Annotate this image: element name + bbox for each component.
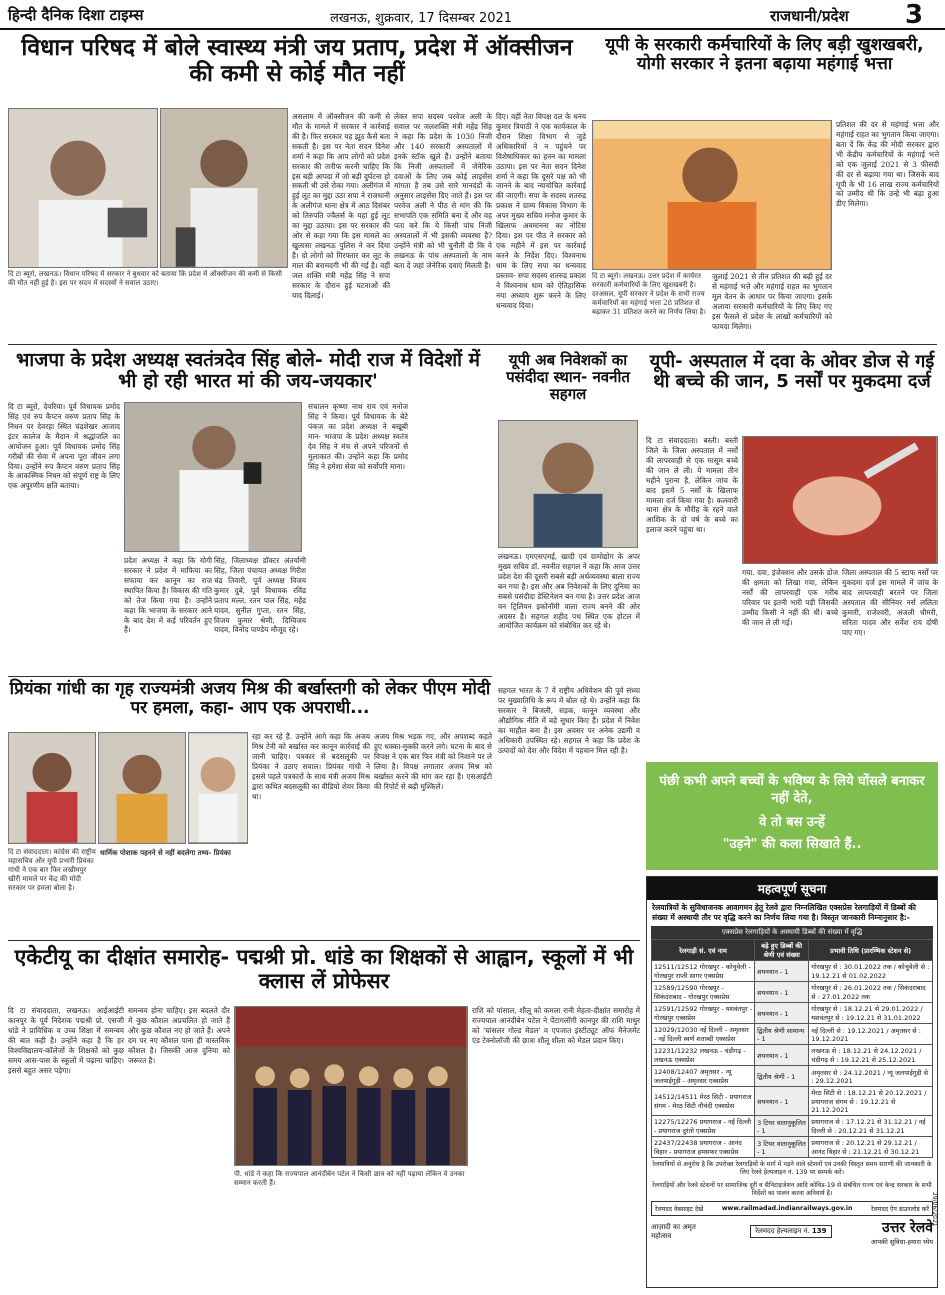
ad-code: 29/06/2021 (931, 1192, 938, 1227)
divider (8, 940, 640, 941)
table-row (652, 982, 933, 1003)
table-row (652, 1045, 933, 1066)
table-cell: 12275/12276 प्रयागराज - नई दिल्ली - प्रयागराज दुरंतो एक्सप्रेस (652, 1116, 755, 1137)
story3-col2: प्रदेश अध्यक्ष ने कहा कि योगी सरकार ने प्रदेश में माफिया का सफाया कर कानून का राज स्थापित किया है। विकास की गति को तेज किया गया है। उन्होंने कहा कि भाजपा के सरकार आने के बाद देश में कई परिवर्तन हुए हैं। (124, 556, 212, 635)
table-cell: 22437/22438 प्रयागराज - आनंद विहार - प्रयागराज हमसफर एक्सप्रेस (652, 1137, 755, 1158)
table-cell: 3 टियर वातानुकूलित - 1 (755, 1137, 809, 1158)
story5-col: दि टा संवाददाता। बस्ती। बस्ती जिले के जिला अस्पताल में नर्सों की लापरवाही से एक मासूम बच्चे की जान ले ली। ये मामला तीन महीने पुराना है, लेकिन जांच के बाद इसमें 5 नर्सों के खिलाफ मामला दर्ज किया गया है। कलवारी थाना क्षेत्र के मौरीह के रहने वाले आशिक के दो वर्ष के बच्चे का इलाज करने पहुंचा था। (646, 436, 738, 535)
notice-title: महत्वपूर्ण सूचना (647, 877, 937, 900)
dateline: लखनऊ, शुक्रवार, 17 दिसम्बर 2021 (330, 11, 513, 26)
ad-line2: वे तो बस उन्हें (759, 814, 825, 830)
table-cell: शयनयान - 1 (755, 1087, 809, 1116)
ad-line3: "उड़ने" की कला सिखाते हैं.. (722, 836, 862, 852)
story7-col2: समन्वय होना चाहिए। इस बदलते दौर में कुछ कौशल अप्रचलित हो जाते हैं और कुछ कौशल नए हो जाते हैं। अपने दम पर नए कौशल पाना ही वास्तविक कौशल है। जिसकी आज दुनिया को जरूरत है। (128, 1006, 230, 1065)
railway-brand (871, 1218, 933, 1246)
table-cell: गोरखपुर से : 26.01.2022 तक / सिकंदराबाद से : 27.01.2022 तक (809, 982, 933, 1003)
railway-notice (646, 876, 938, 1288)
table-cell: शयनयान - 1 (755, 961, 809, 982)
table-row (652, 1066, 933, 1087)
table-header: प्रभावी तिथि (प्रारम्भिक स्टेशन से) (809, 940, 933, 961)
story3-headline: भाजपा के प्रदेश अध्यक्ष स्वतंत्रदेव सिंह बोले- मोदी राज में विदेशों में भी हो रही भारत मां की जय-जयकार' (15, 349, 481, 393)
story2-col: प्रतिशत की दर से महंगाई भत्ता और महंगाई राहत का भुगतान किया जाएगा। बता दें कि केंद्र की मोदी सरकार द्वारा भी केंद्रीय कर्मचारियों के महंगाई भत्ते को एक जुलाई 2021 से 3 फीसदी की दर से बढ़ाया गया था। जिसके बाद यूपी के भी 16 लाख राज्य कर्मचारियों को उम्मीद थी कि उन्हें भी बढ़ा हुआ डीए मिलेगा। (836, 120, 939, 209)
helpline-label: रेलमदद हेल्पलाइन नं. (755, 1227, 810, 1236)
story7-caption: पी. धांडे ने कहा कि राज्यपाल आनंदीबेन पटेल ने किसी छात्र को नहीं पढ़ाया लेकिन वे उनका सम्मान करती हैं। (234, 1170, 465, 1188)
paper-name: हिन्दी दैनिक दिशा टाइम्स (8, 6, 144, 24)
story4-headline: यूपी अब निवेशकों का पसंदीदा स्थान- नवनीत सहगल (506, 351, 630, 403)
pm-modi-photo (188, 732, 248, 844)
table-row (652, 1116, 933, 1137)
table-cell: द्वितीय श्रेणी - 1 (755, 1066, 809, 1087)
table-cell: 12408/12407 अमृतसर - न्यू जलपाईगुड़ी - अमृतसर एक्सप्रेस (652, 1066, 755, 1087)
table-cell: 12589/12590 गोरखपुर - सिकंदराबाद - गोरखपुर एक्सप्रेस (652, 982, 755, 1003)
table-cell: शयनयान - 1 (755, 1045, 809, 1066)
story6-headline: प्रियंका गांधी का गृह राज्यमंत्री अजय मिश्र की बर्खास्तगी को लेकर पीएम मोदी पर हमला, कहा- आप एक अपराधी... (9, 679, 491, 719)
story1-headline: विधान परिषद में बोले स्वास्थ्य मंत्री जय प्रताप, प्रदेश में ऑक्सीजन की कमी से कोई मौत नहीं (21, 35, 573, 87)
helpline-box (750, 1225, 831, 1238)
story1-col2: लेकर सपा सदस्य परवेज अली के सवाल पर जलशक्ति मंत्री महेंद्र सिंह ने कहा कि प्रदेश के 1030 निजी और 140 सरकारी अस्पतालों में इनके स्टॉक खुले हैं। उन्होंने बताया कि निजी अस्पतालों में जेनेरिक दवाओं के लिए जब कोई लाइसेंस मांगता है तब उसे सारे मानदंडों के अनुसार लाइसेंस दिए जाते हैं। इस पर परवेज अली ने पीठ से मांग की कि सभापति एक समिति बना दें और वह पता करे कि ये किसी पांच निजी अस्पतालों में भी इसकी व्यवस्था है? उन्होंने मंत्री को भी चुनौती दी कि वे लखनऊ के पांच अस्पतालों के नाम बता दें जहां जेनेरिक दवाएं मिलती हैं। (394, 112, 492, 270)
railway-name: उत्तर रेलवे (882, 1219, 933, 1236)
story7-col3: राशि को पांसाल, शौलू को कमला रानी मेहता-दीक्षांत समारोह में राज्यपाल आनंदीबेन पटेल ने पेंटागलॉगी कानपुर की राशि माथुर को 'चांसलर गोल्ड मेडल' व एपजात इंस्टीट्यूट ऑफ मैनेजमेंट एंड टेक्नोलॉजी की छात्रा शौलू शीला को मेडल प्रदान किए। (472, 1006, 640, 1045)
app-label: रेलमदद ऐप डाउनलोड करें (871, 1205, 929, 1213)
story1-col3: दिए। वहीं नेता विपक्ष दल के धनय कुमार त्रिपाठी ने एक कार्यकाल के दौरान शिक्षा विभाग से जुड़े अधिकारियों ने न पहुंचने पर विशेषाधिकार का हनन का मामला उठाया। इस पर नेता सदन दिनेश शर्मा ने कहा कि दूसरे पक्ष को भी जानने के बाद न्यायोचित कार्रवाई की जाएगी। सपा के सदस्य शतरुद्र प्रकाश ने ग्राम्य विकास विभाग के अपर मुख्य सचिव मनोज कुमार के खिलाफ अवमानना का नोटिस दिया। इस पर पीठ ने सरकार को एक महीने में इस पर कार्रवाई करने के निर्देश दिए। विश्वनाथ धाम के लिए सपा का धन्यवाद प्रस्ताव- सपा सदस्य शतरुद्र प्रकाश ने विश्वनाथ धाम को ऐतिहासिक नया अध्याय शुरू करने के लिए धन्यवाद दिया। (496, 112, 586, 310)
story5-col2: गया. दवा, इंजेक्शन और उसके डोज की क्षमता को लिखा गया, लेकिन नर्सों की लापरवाही एक गरीब परिवार पर इतनी भारी पड़ी जिसकी उम्मीद किसी ने नहीं की थी। बच्चे की जान ले ली गई। (742, 568, 838, 627)
story3-col3: सिंह, जिलाध्यक्ष डॉक्टर अंतर्यामी सिंह, जिला पंचायत अध्यक्ष गिरीश चंद्र तिवारी, पूर्व अध्यक्ष विजय कुमार दुबे, पूर्व विधायक रविंद्र प्रताप मल्ल, रतन पाल सिंह, महेंद्र यादव, सुनील गुप्ता, रतन सिंह, विजय कुमार श्रेणी, दिग्विजय यादव, विनोद पाण्डेय मौजूद रहे। (214, 556, 306, 635)
assembly-photo (160, 108, 288, 268)
table-cell: शयनयान - 1 (755, 1003, 809, 1024)
table-cell: प्रयागराज से : 20.12.21 से 29.12.21 / आनंद विहार से : 21.12.21 से 30.12.21 (809, 1137, 933, 1158)
helpline-number: 139 (811, 1227, 827, 1236)
table-header: रेलगाड़ी सं. एवं नाम (652, 940, 755, 961)
story6-caption2: धार्मिक पोशाक पहनने से नहीं बदलेगा तथ्य- प्रियंका (100, 848, 231, 857)
divider (8, 344, 937, 345)
table-cell: द्वितीय श्रेणी सामान्य - 1 (755, 1024, 809, 1045)
story6-col1: रहा कर रहे हैं. उन्होंने आगे कहा कि अजय मिश्र टेनी को बर्खास्त कर कानून कार्रवाई की जानी चाहिए। पत्रकार से बदसलूकी पर प्रियंका ने उठाए सवाल। प्रियंका गांधी ने इससे पहले पत्रकारों के साथ मंत्री अजय मिश्र द्वारा कथित बदसलूकी का वीडियो शेयर किया था। (252, 732, 370, 801)
table-row (652, 1087, 933, 1116)
table-cell: प्रयागराज से : 17.12.21 से 31.12.21 / नई दिल्ली से : 20.12.21 से 31.12.21 (809, 1116, 933, 1137)
table-cell: अमृतसर से : 24.12.2021 / न्यू जलपाईगुड़ी से : 29.12.2021 (809, 1066, 933, 1087)
story2-col2: जुलाई 2021 से तीन प्रतिशत की बढ़ी हुई दर से महंगाई भत्ते और महंगाई राहत का भुगतान मूल वेतन के आधार पर किया जाएगा। इसके अलावा सरकारी कर्मचारियों के लिए किए गए इस फैसले से प्रदेश के लाखों कर्मचारियों को फायदा मिलेगा। (712, 272, 832, 331)
health-minister-photo (8, 108, 158, 268)
table-cell: गोरखपुर से : 30.01.2022 तक / कोचुवेली से : 19.12.21 से 01.02.2022 (809, 961, 933, 982)
story5-col3: जिला अस्पताल की 5 स्टाफ नर्सों पर मुकदमा दर्ज इस मामले में जांच के बाद लापरवाही बरतने पर जिला अस्पताल की सीनियर नर्स ललिता कुमारी, राजेश्वरी, अंजली धीमरी, सरिता यादव और सर्वेश राय दोषी पाए गए। (842, 568, 938, 637)
story3-col4: संचालन कृष्णा नाथ राय एवं मनोज सिंह ने किया। पूर्व विधायक के बेटे पंकज का प्रदेश अध्यक्ष ने बखूबी मान- भाजपा के प्रदेश अध्यक्ष स्वतंत्र देव सिंह ने मंच से अपने परिजनों से मुलाकात की। उन्होंने कहा कि प्रमोद सिंह ने हमेशा सेवा को सर्वोपरि माना। (308, 402, 408, 471)
story3-col1: दि टा ब्यूरो, देवरिया। पूर्व विधायक प्रमोद सिंह एवं रुप कैप्टन वरुण प्रताप सिंह के निधन पर देवरहा स्थित चंद्रशेखर आजाद इंटर कालेज के मैदान में श्रद्धांजलि का आयोजन हुआ। पूर्व विधायक प्रमोद सिंह गरीबों की सेवा में अपना पूरा जीवन लगा दिया। उन्होंने रुप कैप्टन वरुण प्रताप सिंह के आकस्मिक निधन को संपूर्ण राष्ट्र के लिए एक अपूरणीय क्षति बताया। (8, 402, 120, 491)
website-link[interactable]: www.railmadad.indianrailways.gov.in (721, 1204, 853, 1212)
bjp-leader-photo (124, 402, 302, 552)
story6-col2: अजय मिश्र भड़क गए, और अपशब्द कहते हुए धक्का-मुक्की करने लगे। घटना के बाद से विपक्ष ने एक बार फिर मंत्री को निशाने पर ले लिया है। विपक्ष लगातार अजय मिश्र को बर्खास्त करने की मांग कर रहा है। एसआईटी की रिपोर्ट से बढ़ी मुश्किलें। (374, 732, 492, 791)
ad-inspirational-quote (646, 762, 938, 870)
schedule-table-wrap (651, 939, 933, 1158)
notice-intro: रेलयात्रियों के सुविधाजनक आवागमन हेतु रेलवे द्वारा निम्नलिखित एक्सप्रेस रेलगाड़ियों में डिब्बों की संख्या में अस्थायी तौर पर वृद्धि करने का निर्णय लिया गया है। विस्तृत जानकारी निम्नानुसार है:- (652, 903, 916, 923)
priyanka-gandhi-photo (8, 732, 96, 844)
table-header: बढ़े हुए डिब्बों की श्रेणी एवं संख्या (755, 940, 809, 961)
notice-bottom (651, 1218, 933, 1246)
table-cell: मेरठ सिटी से : 18.12.21 से 20.12.2021 / प्रयागराज संगम से : 19.12.21 से 21.12.2021 (809, 1087, 933, 1116)
hospital-illustration (742, 436, 938, 564)
notice-footer1: रेलयात्रियों से अनुरोध है कि उपरोक्त रेलगाड़ियों के मार्ग में पड़ने वाले स्टेशनों एवं उनकी विस्तृत समय सारणी की जानकारी के लिए रेलवे हेल्पलाइन नं. 139 पर सम्पर्क करें। (652, 1161, 932, 1177)
website-label: रेलमदद वेबसाइट देखें (655, 1205, 704, 1213)
table-row (652, 1137, 933, 1158)
story7-headline: एकेटीयू का दीक्षांत समारोह- पद्मश्री प्रो. धांडे का शिक्षकों से आह्वान, स्कूलों में भी क्लास लें प्रोफेसर (14, 945, 634, 993)
table-cell: 12511/12512 गोरखपुर - कोचुवेली - गोरखपुर राप्ती सागर एक्सप्रेस (652, 961, 755, 982)
table-cell: 14512/14511 मेरठ सिटी - प्रयागराज संगम - मेरठ सिटी नौचंदी एक्सप्रेस (652, 1087, 755, 1116)
story2-caption: दि टा ब्यूरो। लखनऊ। उत्तर प्रदेश में कार्यरत सरकारी कर्मचारियों के लिए खुशखबरी है। दरअसल, यूपी सरकार ने प्रदेश के सभी राज्य कर्मचारियों का महंगाई भत्ता 28 प्रतिशत से बढ़ाकर 31 प्रतिशत करने का निर्णय लिया है। (592, 272, 706, 317)
railmadad-bar (651, 1201, 933, 1216)
azadi-logo: आज़ादी का अमृत महोत्सव (651, 1222, 696, 1240)
railway-tagline: आपकी सुविधा-हमारा ध्येय (870, 1237, 933, 1246)
table-cell: 12231/12232 लखनऊ - चंडीगढ़ - लखनऊ एक्सप्रेस (652, 1045, 755, 1066)
table-cell: गोरखपुर से : 18.12.21 से 29.01.2022 / यशवंतपुर से : 19.12.21 से 31.01.2022 (809, 1003, 933, 1024)
cm-yogi-photo (592, 120, 832, 270)
table-cell: 12591/12592 गोरखपुर - यशवंतपुर - गोरखपुर एक्सप्रेस (652, 1003, 755, 1024)
table-cell: नई दिल्ली से : 19.12.2021 / अमृतसर से : 19.12.2021 (809, 1024, 933, 1045)
story4-col: लखनऊ। एमएसएमई, खादी एवं ग्रामोद्योग के अपर मुख्य सचिव डॉ. नवनीत सहगल ने कहा कि आज उत्तर प्रदेश देश की दूसरी सबसे बड़ी अर्थव्यवस्था बाला राज्य बन गया है। इस और अब निवेशकों के लिए दुनिया का सबसे पसंदीदा डेस्टिनेशन बन गया है। उत्तर प्रदेश आज वन ट्रिलियन इकोनॉमी वाला राज्य बनने की ओर अग्रसर है। सहगल शहीद पथ स्थित एक होटल में आयोजित कार्यक्रम को संबोधित कर रहे थे। (498, 552, 640, 631)
table-caption: एक्सप्रेस रेलगाड़ियों के अस्थायी डिब्बों की संख्या में वृद्धि (651, 926, 933, 939)
story6-caption1: दि टा संवाददाता। कांग्रेस की राष्ट्रीय महासचिव और यूपी प्रभारी प्रियंका गांधी ने एक बार फिर लखीमपुर खीरी मामले पर केंद्र की मोदी सरकार पर हमला बोला है। (8, 848, 96, 893)
page-number: 3 (905, 0, 924, 30)
table-cell: लखनऊ से : 18.12.21 से 24.12.2021 / चंडीगढ़ से : 19.12.21 से 25.12.2021 (809, 1045, 933, 1066)
story1-caption: दि टा ब्यूरो, लखनऊ। विधान परिषद में सरकार ने बुधवार को बताया कि प्रदेश में ऑक्सीजन की कमी से किसी की मौत नहीं हुई है। इस पर सदन में सदस्यों ने सवाल उठाए। (8, 270, 282, 288)
story2-headline: यूपी के सरकारी कर्मचारियों के लिए बड़ी खुशखबरी, योगी सरकार ने इतना बढ़ाया महंगाई भत्ता (605, 35, 924, 75)
story4-col2: सहगल भारत के 7 वें राष्ट्रीय अधिवेशन की पूर्व संध्या पर मुख्यातिथि के रूप में बोल रहे थे। उन्होंने कहा कि सरकार ने बिजली, सड़क, कानून व्यवस्था और औद्योगिक नीति में बड़े सुधार किए हैं। प्रदेश में निवेश का माहौल बना है। इस अवसर पर अनेक उद्यमी व अधिकारी उपस्थित रहे। सहगल ने कहा कि प्रदेश के उत्पादों को देश और विदेश में पहचान मिल रही है। (498, 686, 640, 755)
story1-col1: असलाम में ऑक्सीजन की कमी से मौत के मामले में सरकार ने कार्रवाई की है। फिर सरकार यह झूठ कैसे बता सकती है। इस पर नेता सदन दिनेश शर्मा ने कहा कि आप लोगों को प्रदेश सरकार की तारीफ करनी चाहिए कि इस बड़ी आपदा में जो बड़ी दुर्घटना हो सकती थी उसे रोका गया। अलीगंज में हुई लूट का मुद्दा उठा सपा ने राजधानी के अलीगंज थाना क्षेत्र में आठ दिसंबर को तिरुपति ज्वैलर्स के यहां हुई लूट का मुद्दा उठाया। इस पर सरकार की ओर से कहा गया कि इस मामले का खुलासा लखनऊ पुलिस ने कर दिया है। दो लोगों को गिरफ्तार कर लूट के माल की बरामदगी भी की गई है। वहीं जल शक्ति मंत्री महेंद्र सिंह ने सपा सरकार के दौरान हुई घटनाओं की याद दिलाई। (292, 112, 390, 300)
schedule-table (651, 939, 933, 1158)
story5-headline: यूपी- अस्पताल में दवा के ओवर डोज से गई थी बच्चे की जान, 5 नर्सों पर मुकदमा दर्ज (649, 351, 935, 393)
table-cell: 3 टियर वातानुकूलित - 1 (755, 1116, 809, 1137)
notice-footer2: रेलगाड़ियों और रेलवे स्टेशनों पर सामाजिक दूरी व सैनिटाइजेशन आदि कोविड-19 से संबंधित राज्य एवं केन्द्र सरकार के सभी निर्देशों का पालन करना अनिवार्य है। (652, 1181, 932, 1197)
ad-line1: पंछी कभी अपने बच्चों के भविष्य के लिये घोंसले बनाकर नहीं देते, (659, 774, 925, 806)
table-row (652, 961, 933, 982)
table-row (652, 1003, 933, 1024)
convocation-photo (234, 1006, 468, 1166)
divider (8, 676, 492, 677)
section-name: राजधानी/प्रदेश (770, 7, 849, 25)
table-cell: 12029/12030 नई दिल्ली - अमृतसर - नई दिल्ली स्वर्ण शताब्दी एक्सप्रेस (652, 1024, 755, 1045)
table-row (652, 1024, 933, 1045)
navneet-sehgal-photo (498, 420, 638, 548)
ajay-mishra-photo (98, 732, 186, 844)
table-cell: शयनयान - 1 (755, 982, 809, 1003)
story7-col1: दि टा संवाददाता, लखनऊ। आईआईटी कानपुर के पूर्व निदेशक पद्मश्री प्रो. एसजी धांडे ने प्राविधिक व उच्च शिक्षा में समन्वय की बात कही है। उन्होंने कहा है कि हर विश्वविद्यालय-कॉलेजों के शिक्षकों को कुछ समय आस-पास के स्कूलों में पढ़ाना चाहिए। इससे बहुत असर पड़ेगा। (8, 1006, 124, 1075)
